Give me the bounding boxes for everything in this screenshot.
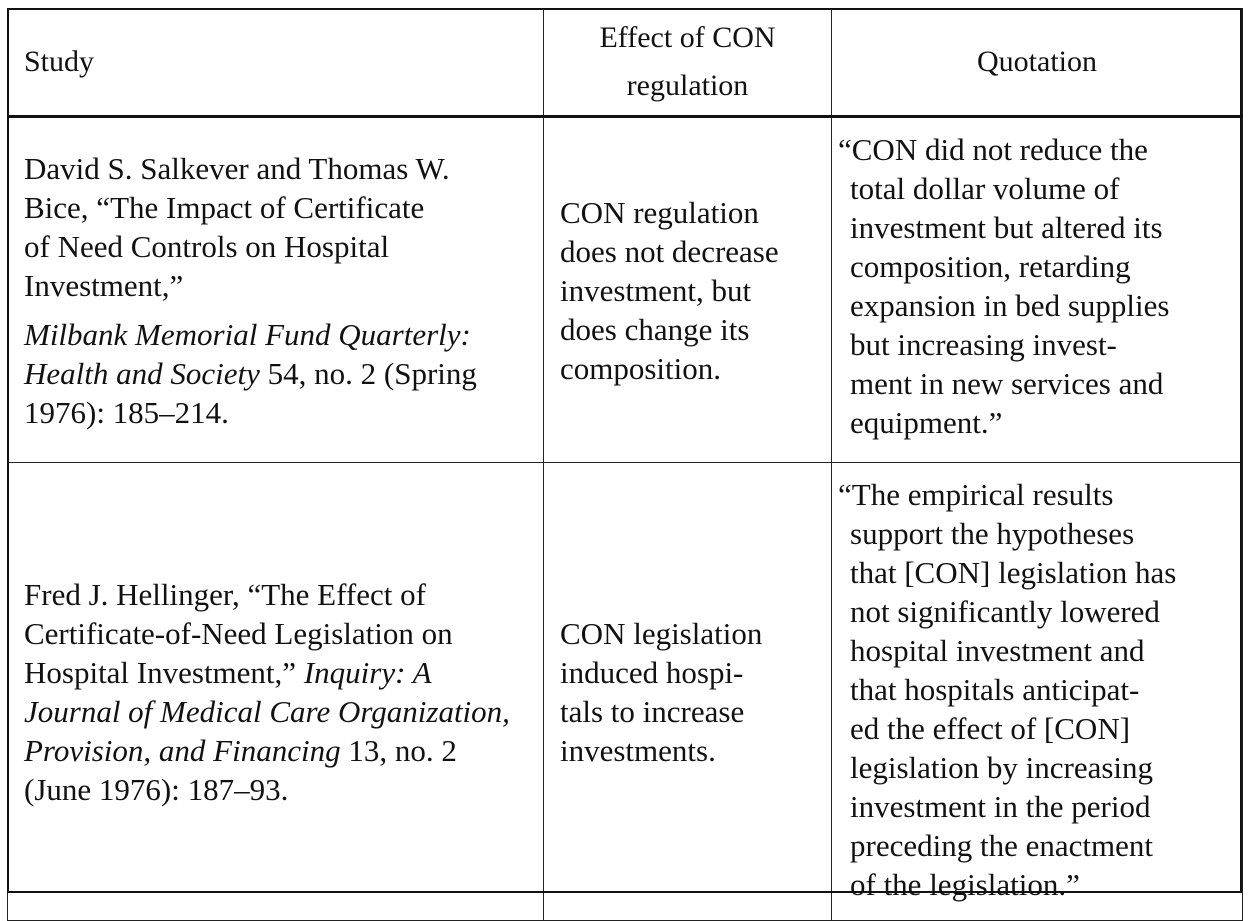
quote-line: “The empirical results: [838, 477, 1114, 512]
quote-line: support the hypotheses: [850, 516, 1135, 551]
study-line: Certificate-of-Need Legislation on: [24, 615, 453, 651]
header-effect-line1: Effect of CON: [599, 21, 776, 54]
quote-line: legislation by increasing: [850, 750, 1154, 785]
quote-line: but increasing invest-: [850, 327, 1117, 362]
quote-line: total dollar volume of: [850, 171, 1120, 206]
effect-line: tals to increase: [560, 693, 745, 729]
journal-title: Milbank Memorial Fund Quarterly:: [24, 316, 471, 352]
study-title-end: Hospital Investment,”: [24, 654, 304, 690]
quote-line: of the legislation.”: [850, 867, 1080, 902]
effect-line: investment, but: [560, 272, 752, 308]
journal-line: (June 1976): 187–93.: [24, 771, 289, 807]
study-line: of Need Controls on Hospital: [24, 228, 390, 264]
journal-title: Provision, and Financing: [24, 732, 341, 768]
quote-line: that hospitals anticipat-: [850, 672, 1140, 707]
study-line: Investment,”: [24, 267, 184, 303]
header-quotation: Quotation: [832, 9, 1243, 117]
header-effect-line2: regulation: [626, 69, 749, 102]
quote-line: not significantly lowered: [850, 594, 1160, 629]
quote-line: composition, retarding: [850, 249, 1131, 284]
effect-line: composition.: [560, 350, 722, 386]
quote-line: investment in the period: [850, 789, 1151, 824]
effect-line: does not decrease: [560, 233, 779, 269]
journal-citation: 54, no. 2 (Spring: [259, 355, 477, 391]
quote-line: ed the effect of [CON]: [850, 711, 1131, 746]
effect-line: CON regulation: [560, 194, 759, 230]
journal-title: Inquiry: A: [303, 654, 432, 690]
quote-line: “CON did not reduce the: [838, 132, 1148, 167]
study-line: David S. Salkever and Thomas W.: [24, 150, 450, 186]
effect-line: investments.: [560, 732, 716, 768]
effect-line: does change its: [560, 311, 750, 347]
quote-line: preceding the enactment: [850, 828, 1153, 863]
quote-line: expansion in bed supplies: [850, 288, 1170, 323]
table-border: [7, 8, 1242, 893]
effect-line: induced hospi-: [560, 654, 744, 690]
quote-line: that [CON] legislation has: [850, 555, 1177, 590]
quote-line: equipment.”: [850, 405, 1003, 440]
quote-line: ment in new services and: [850, 366, 1164, 401]
study-line: Bice, “The Impact of Certificate: [24, 189, 425, 225]
header-study: Study: [8, 9, 544, 117]
quote-line: investment but altered its: [850, 210, 1163, 245]
quote-line: hospital investment and: [850, 633, 1145, 668]
journal-line: 1976): 185–214.: [24, 394, 229, 430]
study-line: Fred J. Hellinger, “The Effect of: [24, 576, 426, 612]
journal-title: Health and Society: [24, 355, 260, 391]
effect-line: CON legislation: [560, 615, 763, 651]
journal-title: Journal of Medical Care Organization,: [24, 693, 510, 729]
journal-citation: 13, no. 2: [340, 732, 457, 768]
